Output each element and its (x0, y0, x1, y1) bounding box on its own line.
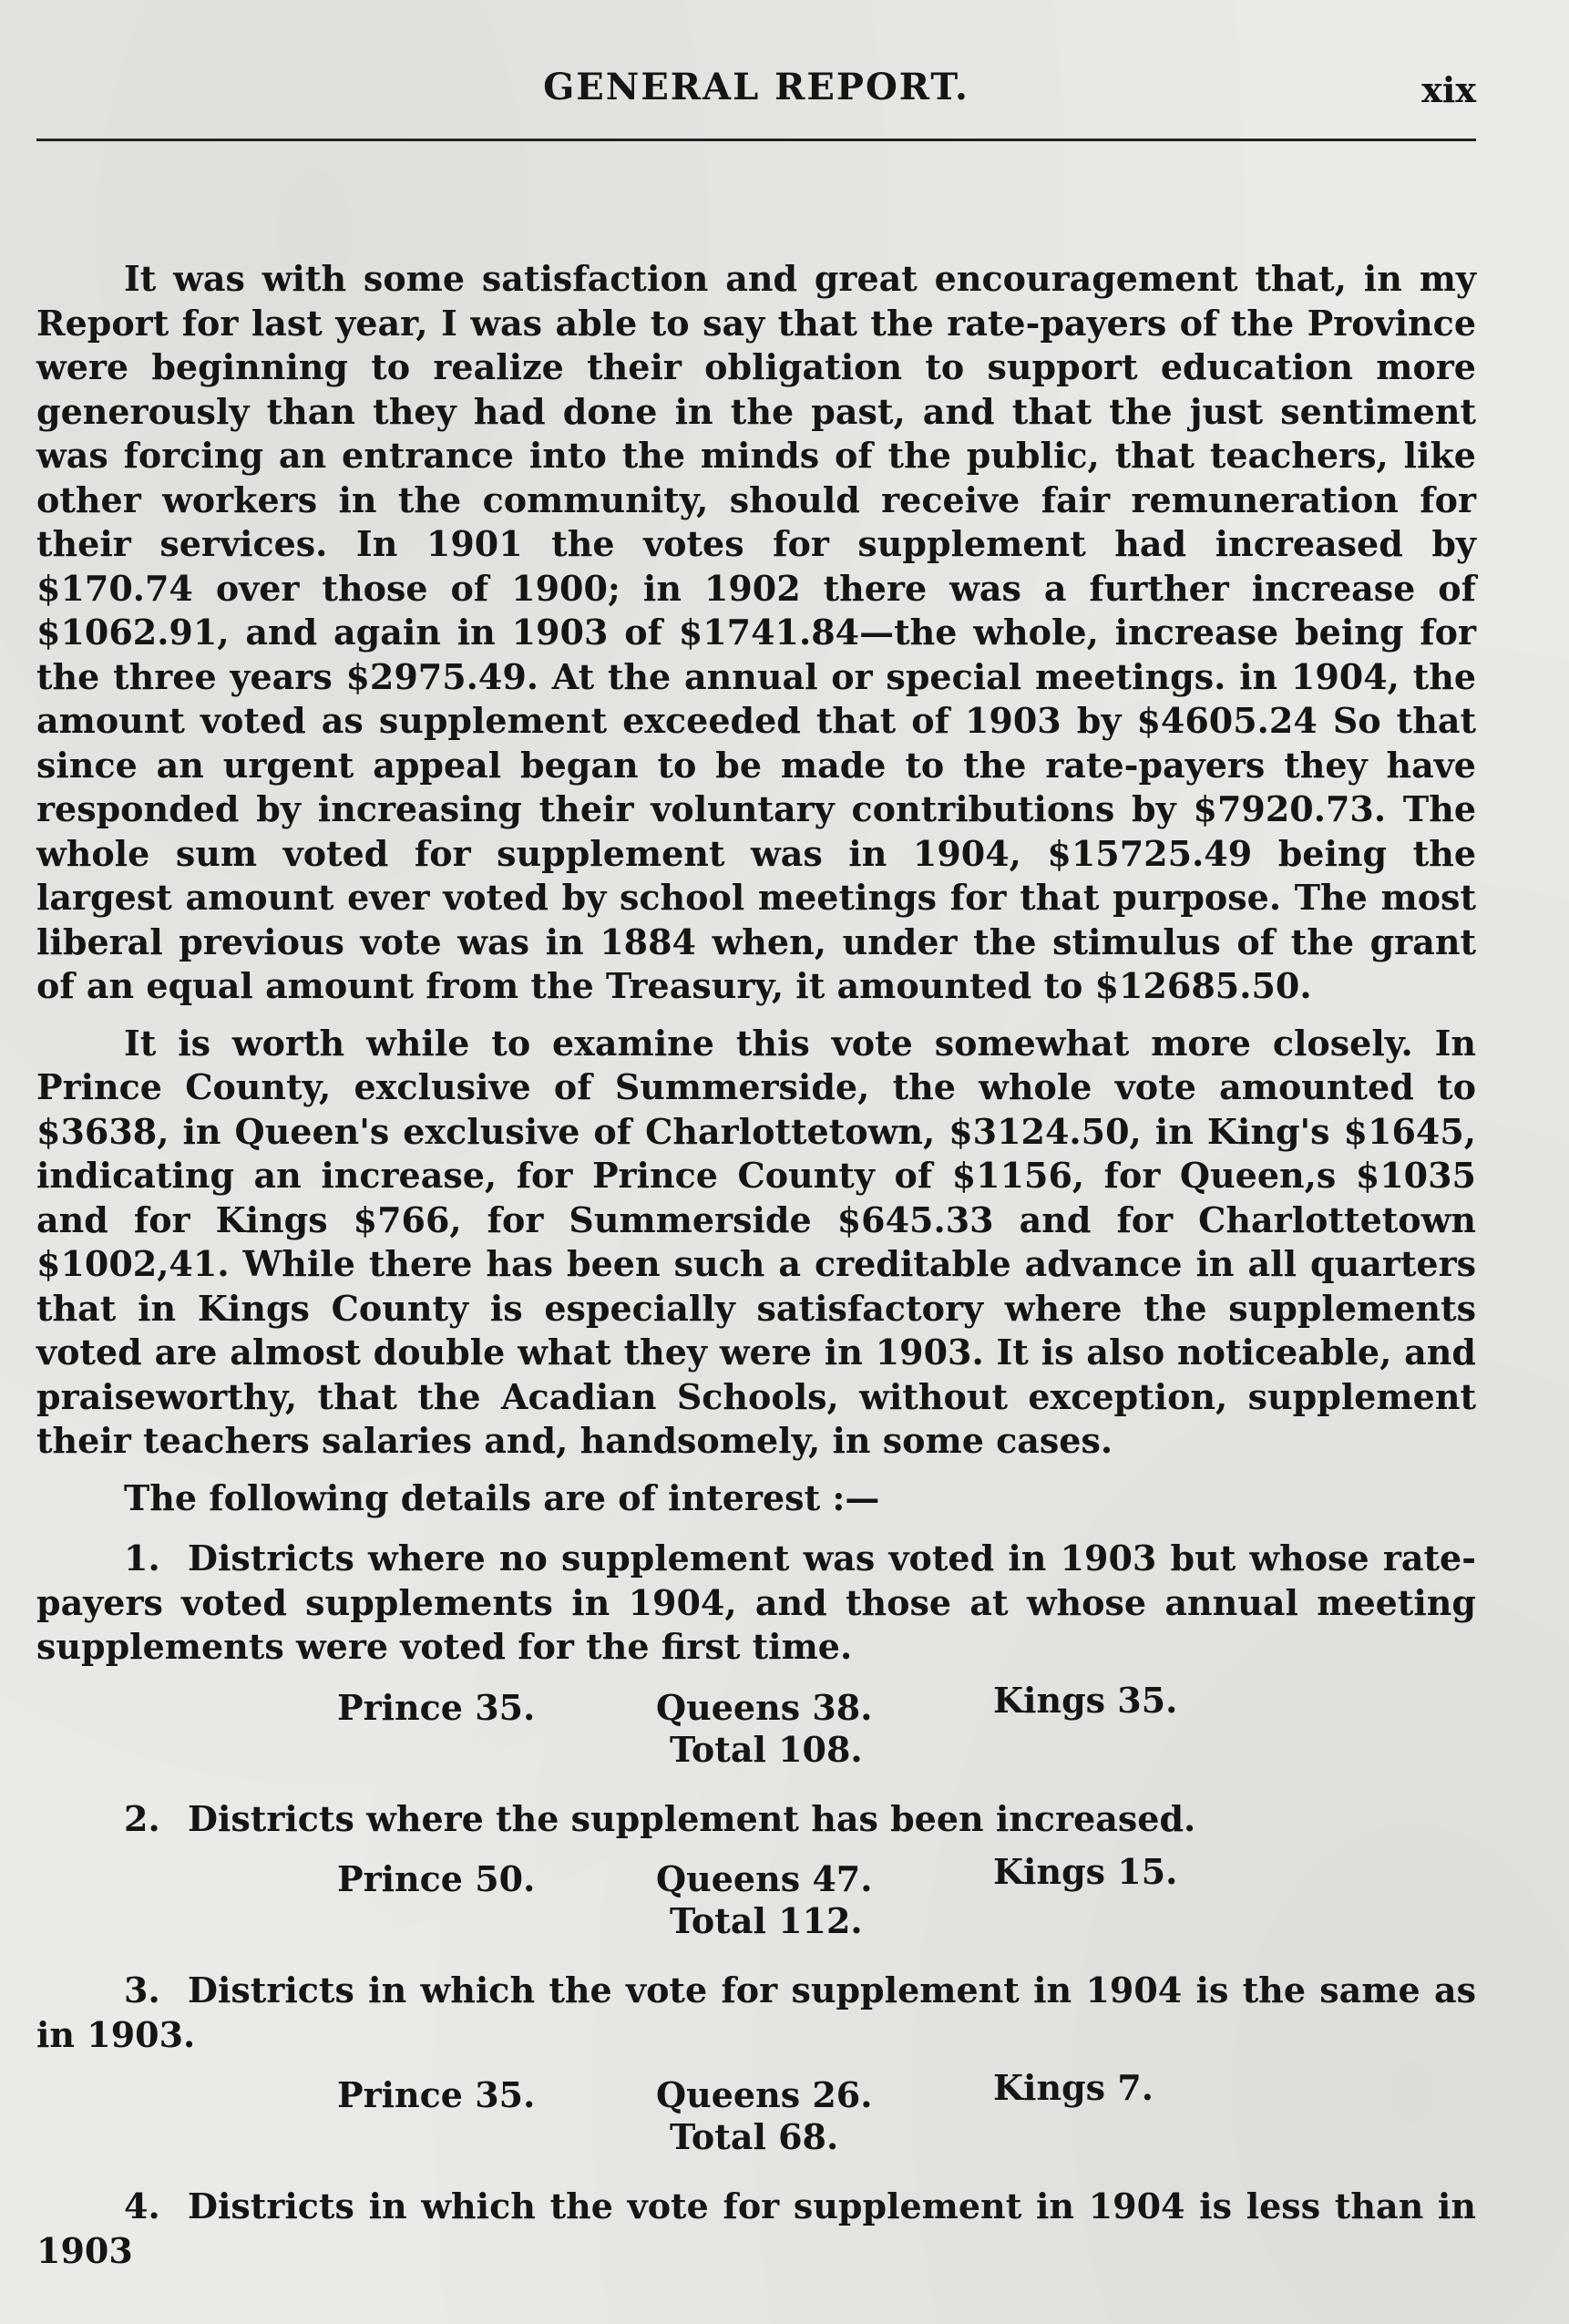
county-tally (36, 1850, 1476, 1952)
tally-prince: Prince 35. (337, 2074, 536, 2115)
list-item (36, 1537, 1476, 1670)
page-header (36, 66, 1476, 129)
list-item (36, 2185, 1476, 2273)
page-number: xix (1421, 69, 1476, 110)
tally-prince: Prince 50. (337, 1858, 536, 1899)
tally-total: Total 68. (670, 2116, 839, 2157)
body-text (36, 257, 1476, 2282)
list-item (36, 1969, 1476, 2057)
paragraph-county-breakdown: It is worth while to examine this vote somewhat more closely. In Prince County, exclusive of Summerside, the whole vote amounted to $3638, in Queen's exclusive of Charlottetown, $3124.50, in King's $1645, indicating an increase, for Prince County of $1156, for Queen,s $1035 and for Kings $766, for Summerside $645.33 and for Charlottetown $1002,41. While there has been such a creditable advance in all quarters that in Kings County is especially satisfactory where the supplements voted are almost double what they were in 1903. It is also noticeable, and praiseworthy, that the Acadian Schools, without exception, supplement their teachers salaries and, handsomely, in some cases. (36, 1022, 1476, 1461)
tally-total: Total 108. (670, 1728, 863, 1770)
item-number: 2. (124, 1797, 160, 1839)
tally-total: Total 112. (670, 1900, 863, 1941)
tally-queens: Queens 47. (656, 1858, 873, 1899)
list-item (36, 1797, 1476, 1842)
tally-kings: Kings 35. (993, 1679, 1178, 1721)
county-tally (36, 1679, 1476, 1781)
running-title: GENERAL REPORT. (543, 66, 969, 108)
item-number: 4. (124, 2185, 160, 2226)
tally-queens: Queens 26. (656, 2074, 873, 2115)
tally-kings: Kings 15. (993, 1851, 1178, 1892)
paragraph-supplement-history: It was with some satisfaction and great encouragement that, in my Report for last year, I was able to say that the rate-payers of the Province were beginning to realize their obligation to support education more generously than they had done in the past, and that the just sentiment was forcing an entrance into the minds of the public, that teachers, like other workers in the community, should receive fair remuneration for their services. In 1901 the votes for supplement had increased by $170.74 over those of 1900; in 1902 there was a further increase of $1062.91, and again in 1903 of $1741.84—the whole, increase being for the three years $2975.49. At the annual or special meetings. in 1904, the amount voted as supplement exceeded that of 1903 by $4605.24 So that since an urgent appeal began to be made to the rate-payers they have responded by increasing their voluntary contributions by $7920.73. The whole sum voted for supplement was in 1904, $15725.49 being the largest amount ever voted by school meetings for that purpose. The most liberal previous vote was in 1884 when, under the stimulus of the grant of an equal amount from the Treasury, it amounted to $12685.50. (36, 258, 1476, 1006)
county-tally (36, 2066, 1476, 2168)
tally-queens: Queens 38. (656, 1686, 873, 1728)
item-text: Districts in which the vote for supplement in 1904 is the same as in 1903. (36, 1969, 1476, 2055)
header-rule (36, 139, 1476, 141)
item-number: 3. (124, 1969, 160, 2010)
item-text: Districts where the supplement has been increased. (188, 1797, 1196, 1839)
tally-prince: Prince 35. (337, 1686, 536, 1728)
item-text: Districts in which the vote for supplement in 1904 is less than in 1903 (36, 2185, 1476, 2271)
paragraph-details-intro: The following details are of interest :— (124, 1476, 880, 1518)
item-text: Districts where no supplement was voted in 1903 but whose rate-payers voted supplements in 1904, and those at whose annual meeting supplements were voted for the first time. (36, 1537, 1476, 1667)
tally-kings: Kings 7. (993, 2067, 1154, 2108)
item-number: 1. (124, 1537, 160, 1578)
